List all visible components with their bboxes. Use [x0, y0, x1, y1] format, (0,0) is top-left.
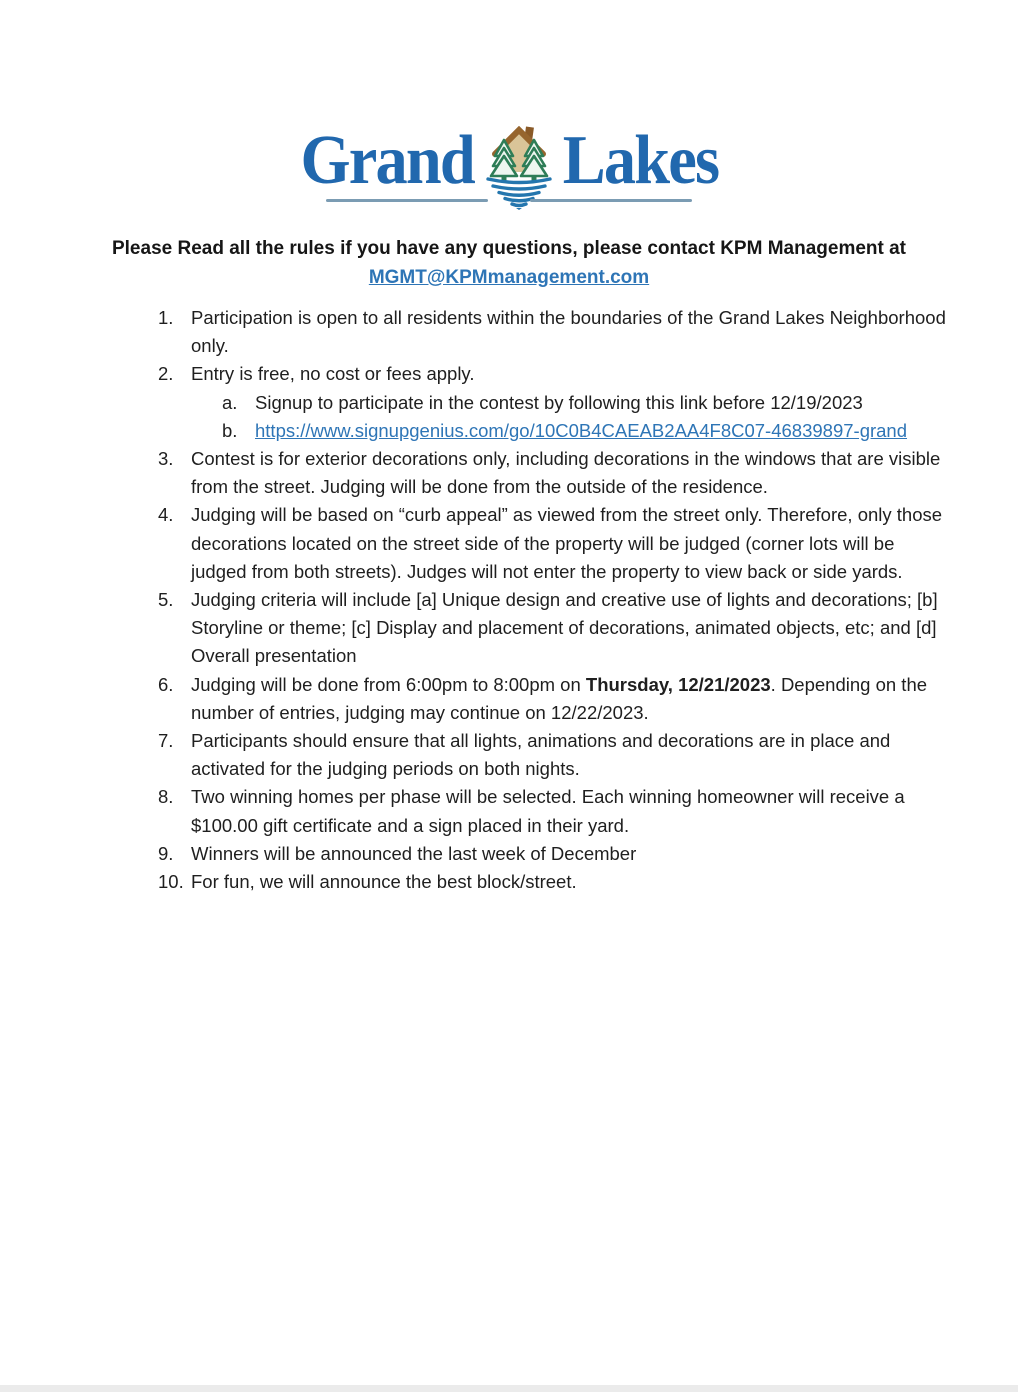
rule-text: Participants should ensure that all lights, animations and decorations are in place and activated for the judging periods on both nights. — [191, 730, 891, 780]
rule-number: 7. — [158, 730, 174, 752]
rule-item-7 — [158, 727, 950, 783]
logo-underline-left — [326, 199, 488, 202]
sub-item-letter: a. — [222, 391, 238, 413]
logo-word-grand: Grand — [300, 122, 475, 199]
rule-text-pre: Judging will be done from 6:00pm to 8:00pm on — [191, 673, 586, 695]
house-trees-water-icon — [484, 126, 554, 210]
rule-item-10 — [158, 868, 950, 896]
rule-item-2b — [222, 417, 950, 445]
logo-word-lakes: Lakes — [562, 122, 718, 199]
rule-item-3 — [158, 445, 950, 501]
rule-item-1 — [158, 304, 950, 360]
rule-text-post: . Depending on the number of entries, judging may continue on 12/22/2023. — [191, 673, 928, 723]
logo-underline — [0, 199, 1018, 202]
contact-instruction-text: Please Read all the rules if you have any questions, please contact KPM Management at — [111, 238, 907, 259]
rule-item-8 — [158, 783, 950, 839]
rule-number: 5. — [158, 589, 174, 611]
rule-number: 4. — [158, 504, 174, 526]
grand-lakes-logo — [0, 122, 1018, 199]
logo-underline-right — [530, 199, 692, 202]
sub-item-text: Signup to participate in the contest by following this link before 12/19/2023 — [255, 391, 863, 413]
contact-header — [0, 234, 1018, 291]
rule-number: 9. — [158, 842, 174, 864]
rule-item-2 — [158, 360, 950, 445]
rule-number: 2. — [158, 363, 174, 385]
rule-text: Judging criteria will include [a] Unique design and creative use of lights and decorations; [b] Storyline or theme; [c] Display and placement of decorations, animated objects, etc; and [d] Overall presentation — [191, 589, 938, 667]
signup-genius-link[interactable]: https://www.signupgenius.com/go/10C0B4CAEAB2AA4F8C07-46839897-grand — [255, 419, 908, 441]
sub-item-letter: b. — [222, 419, 238, 441]
rule-2-sublist — [222, 389, 950, 445]
rule-text: Two winning homes per phase will be selected. Each winning homeowner will receive a $100.00 gift certificate and a sign placed in their yard. — [191, 786, 905, 836]
rule-number: 6. — [158, 673, 174, 695]
rule-number: 8. — [158, 786, 174, 808]
contact-email-link[interactable]: MGMT@KPMmanagement.com — [368, 267, 650, 288]
rule-text: Participation is open to all residents within the boundaries of the Grand Lakes Neighborhood only. — [191, 307, 946, 357]
rule-item-5 — [158, 586, 950, 671]
rule-text: Contest is for exterior decorations only, including decorations in the windows that are visible from the street. Judging will be done from the outside of the residence. — [191, 448, 941, 498]
rule-text: For fun, we will announce the best block/street. — [191, 871, 577, 893]
rule-item-9 — [158, 840, 950, 868]
scan-edge-strip — [0, 1385, 1018, 1392]
rule-item-4 — [158, 501, 950, 586]
rule-text: Winners will be announced the last week of December — [191, 842, 637, 864]
rule-text: Judging will be based on “curb appeal” as viewed from the street only. Therefore, only those decorations located on the street side of the property will be judged (corner lots will be judged from both streets). Judges will not enter the property to view back or side yards. — [191, 504, 943, 582]
rule-text-bold-date: Thursday, 12/21/2023 — [585, 673, 771, 695]
rule-item-2a — [222, 389, 950, 417]
rule-number: 10. — [158, 871, 184, 893]
rule-text: Entry is free, no cost or fees apply. — [191, 363, 475, 385]
rule-number: 3. — [158, 448, 174, 470]
rules-list — [158, 304, 950, 896]
rule-number: 1. — [158, 307, 174, 328]
rule-item-6 — [158, 671, 950, 727]
